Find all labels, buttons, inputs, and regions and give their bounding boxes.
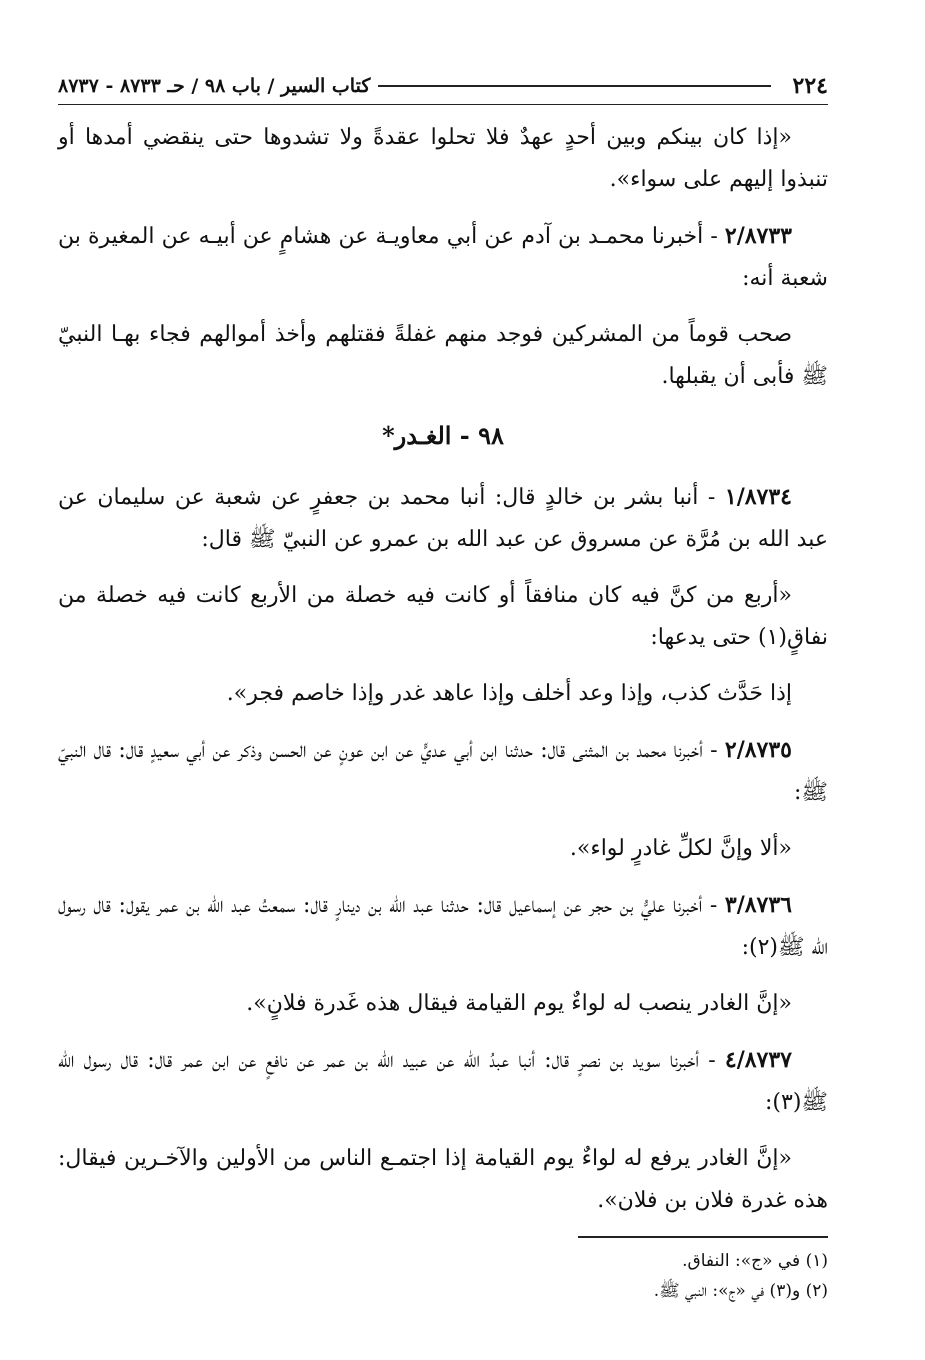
hadith-chain: [58, 1039, 828, 1124]
paragraph-text: «أربع من كنَّ فيه كان منافقاً أو كانت فيه خصلة من الأربع كانت فيه خصلة من نفاقٍ(١) حتى يدعها:: [58, 583, 828, 650]
hadith-text: [58, 1138, 828, 1222]
footnote: (٢) و(٣) في «ج»: النبي ﷺ.: [653, 1281, 828, 1301]
footnote: (١) في «ج»: النفاق.: [682, 1251, 828, 1271]
page-header: [58, 68, 828, 105]
hadith-text: [58, 314, 828, 398]
hadith-text: [58, 575, 828, 659]
paragraph-text: «إنَّ الغادر ينصب له لواءٌ يوم القيامة فيقال هذه غَدرة فلانٍ».: [246, 991, 792, 1016]
paragraph-text: صحب قوماً من المشركين فوجد منهم غفلةً فقتلهم وأخذ أموالهم فجاء بهـا النبيّ ﷺ فأبى أن يقبلها.: [58, 322, 828, 389]
book-page: [58, 68, 828, 1328]
paragraph-text: إذا حَدَّث كذب، وإذا وعد أخلف وإذا عاهد غدر وإذا خاصم فجر».: [226, 681, 792, 706]
footnotes: [58, 1246, 828, 1306]
hadith-number: ٣/٨٧٣٦: [724, 892, 792, 918]
page-body: [58, 117, 828, 1222]
hadith-chain: [58, 476, 828, 561]
page-number: ٢٢٤: [792, 73, 828, 99]
paragraph-text: «ألا وإنَّ لكلِّ غادرٍ لواء».: [569, 836, 792, 861]
paragraph-text: «إذا كان بينكم وبين أحدٍ عهدٌ فلا تحلوا عقدةً ولا تشدوها حتى ينقضي أمدها أو تنبذوا إليهم على سواء».: [58, 125, 828, 192]
paragraph-text: «إنَّ الغادر يرفع له لواءٌ يوم القيامة إذا اجتمـع الناس من الأولين والآخـرين فيقال: هذه غدرة فلان بن فلان».: [58, 1146, 828, 1213]
chapter-heading: ٩٨ - الغـدر*: [382, 421, 504, 450]
paragraph-text: - أخبرنا سويد بن نصرٍ قال: أنبا عبدُ الله عن عبيد الله بن عمر عن نافعٍ عن ابن عمر قال: قال رسول الله ﷺ(٣):: [58, 1048, 828, 1115]
hadith-chain: [58, 729, 828, 814]
hadith-chain: [58, 884, 828, 969]
footnote-separator: [578, 1236, 828, 1238]
hadith-number: ٤/٨٧٣٧: [724, 1047, 792, 1073]
paragraph-text: - أخبرنا محمد بن المثنى قال: حدثنا ابن أبي عديٍّ عن ابن عونٍ عن الحسن وذكر عن أبي سعيدٍ قال: قال النبيّ ﷺ:: [58, 738, 828, 805]
running-title: كتاب السير / باب ٩٨ / حـ ٨٧٣٣ - ٨٧٣٧: [58, 75, 371, 97]
paragraph-text: - أنبا بشر بن خالدٍ قال: أنبا محمد بن جعفرٍ عن شعبة عن سليمان عن عبد الله بن مُرَّة عن مسروق عن عبد الله بن عمرو عن النبيّ ﷺ قال:: [58, 485, 828, 552]
hadith-number: ٢/٨٧٣٣: [724, 223, 792, 249]
hadith-number: ٢/٨٧٣٥: [724, 737, 792, 763]
hadith-text: [58, 117, 828, 201]
paragraph-text: - أخبرنا عليُّ بن حجر عن إسماعيل قال: حدثنا عبد الله بن دينارٍ قال: سمعتُ عبد الله بن عمر يقول: قال رسول الله ﷺ(٢):: [58, 893, 828, 960]
header-rule: [378, 85, 770, 87]
paragraph-text: - أخبرنا محمـد بن آدم عن أبي معاويـة عن هشامٍ عن أبيـه عن المغيرة بن شعبة أنه:: [58, 224, 828, 291]
hadith-text: [58, 673, 828, 715]
hadith-chain: [58, 215, 828, 300]
hadith-number: ١/٨٧٣٤: [724, 484, 792, 510]
hadith-text: [58, 828, 828, 870]
hadith-text: [58, 983, 828, 1025]
